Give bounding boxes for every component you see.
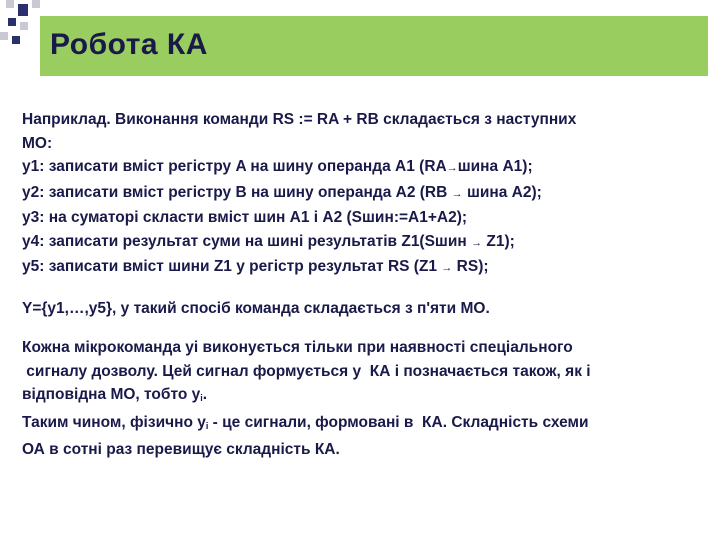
- deco-square: [0, 32, 8, 40]
- step-y5: у5: записати вміст шини Z1 у регістр результат RS (Z1 → RS);: [22, 258, 489, 275]
- step-y2: у2: записати вміст регістру B на шину операнда A2 (RB → шина A2);: [22, 183, 542, 201]
- subscript: і: [205, 420, 209, 431]
- explanation-line-3: відповідна МО, тобто $у_і$.: [22, 386, 208, 403]
- title-bar: [40, 16, 708, 76]
- explanation-line-5: ОА в сотні раз перевищує складність КА.: [22, 441, 340, 458]
- deco-square: [20, 22, 28, 30]
- explanation-line-4: Таким чином, фізично $у_і$ - це сигнали, формовані в КА. Складність схеми: [22, 413, 589, 431]
- deco-square: [32, 0, 40, 8]
- arrow-icon: →: [446, 162, 458, 174]
- deco-square: [6, 0, 14, 8]
- deco-square: [12, 36, 20, 44]
- subscript: і: [200, 393, 203, 403]
- slide-body: [22, 108, 702, 462]
- arrow-icon: →: [471, 236, 483, 249]
- slide-title: Робота КА: [50, 28, 208, 61]
- summary-line: Y={у1,…,у5}, у такий спосіб команда складається з п'яти МО.: [22, 299, 490, 317]
- deco-square: [18, 4, 28, 16]
- explanation-line-2: сигналу дозволу. Цей сигнал формується у КА і позначається також, як і: [22, 362, 591, 380]
- intro-line-2: МО:: [22, 134, 53, 152]
- arrow-icon: →: [451, 187, 463, 200]
- step-y1: у1: записати вміст регістру A на шину операнда A1 (RA→шина A1);: [22, 158, 533, 175]
- step-y3: у3: на суматорі скласти вміст шин A1 і A2 (Sшин:=A1+A2);: [22, 209, 468, 226]
- explanation-line-1: Кожна мікрокоманда уі виконується тільки при наявності спеціального: [22, 339, 573, 356]
- step-y4: у4: записати результат суми на шині результатів Z1(Sшин → Z1);: [22, 232, 515, 250]
- arrow-icon: →: [441, 262, 453, 274]
- deco-square: [8, 18, 16, 26]
- intro-line: Наприклад. Виконання команди RS := RA + RB складається з наступних: [22, 111, 577, 128]
